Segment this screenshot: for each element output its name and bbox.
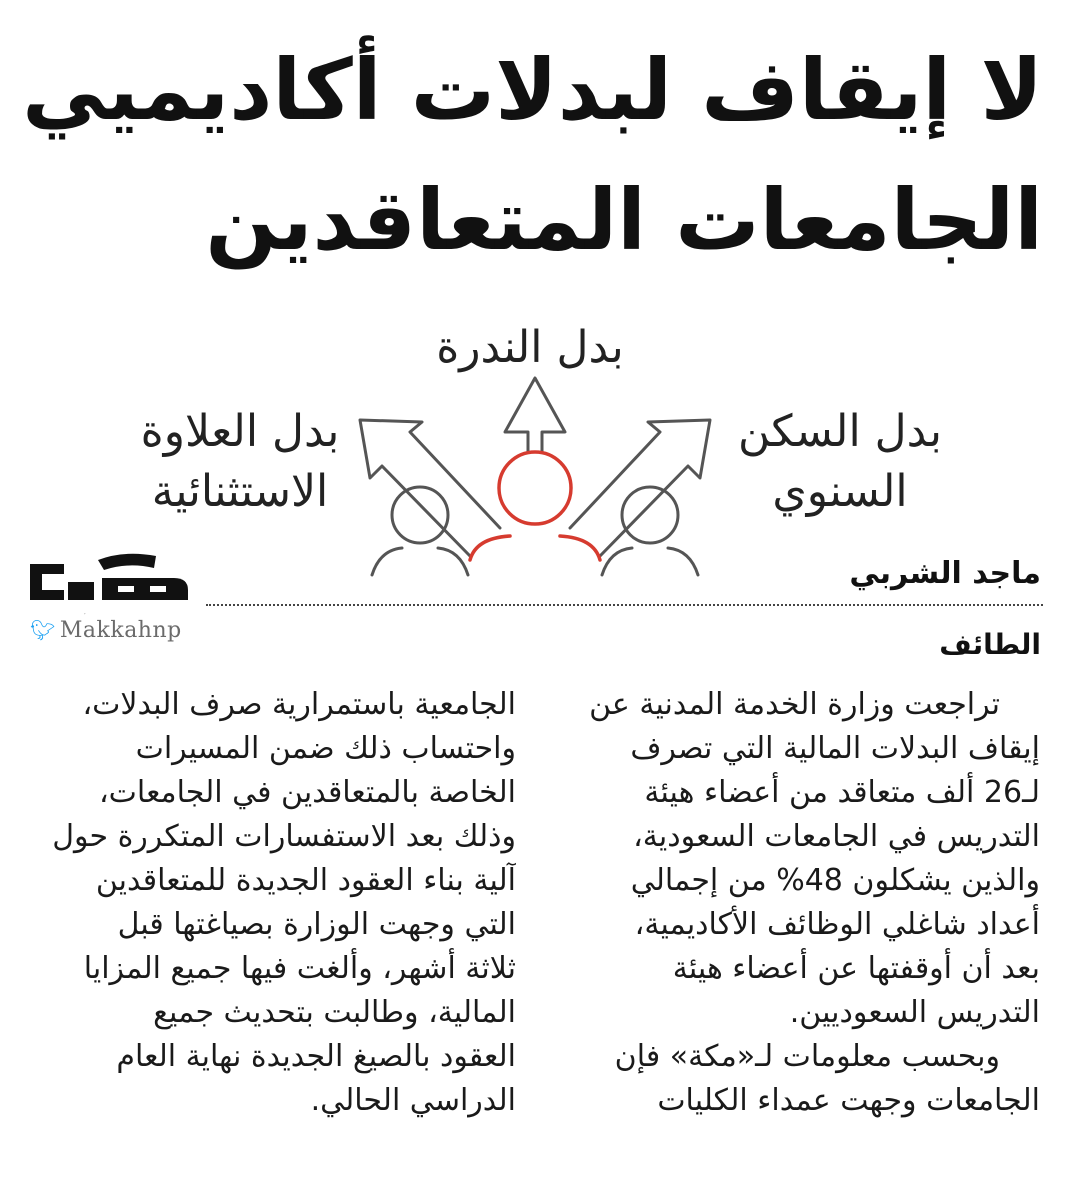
up-arrow-icon [505,378,565,452]
body-line: وبحسب معلومات لـ«مكة» فإن [614,1039,1000,1074]
label-housing-allowance-line-2: السنوي [772,466,908,517]
person-left-icon [372,487,468,575]
headline-line-2: الجامعات المتعاقدين [205,171,1043,269]
label-exceptional-bonus [90,402,390,522]
body-line: الخاصة بالمتعاقدين في الجامعات، [99,775,516,810]
byline-divider [206,604,1043,606]
article-column-left [28,683,516,1123]
twitter-bird-icon: 🐦︎ [30,618,56,642]
body-line: إيقاف البدلات المالية التي تصرف [630,731,1040,766]
body-line: آلية بناء العقود الجديدة للمتعاقدين [95,863,516,898]
body-line: والذين يشكلون 48% من إجمالي [630,863,1040,898]
body-line: التدريس في الجامعات السعودية، [633,819,1040,854]
article-column-right [552,683,1040,1123]
allowances-people-arrows-graphic [350,370,720,580]
body-line: الجامعية باستمرارية صرف البدلات، [82,687,516,722]
twitter-handle[interactable] [30,618,182,643]
label-exceptional-bonus-line-2: الاستثنائية [151,466,329,517]
person-right-icon [602,487,698,575]
label-housing-allowance [690,402,990,522]
person-center-icon [470,452,600,560]
body-line: العقود بالصيغ الجديدة نهاية العام [116,1039,516,1074]
label-exceptional-bonus-line-1: بدل العلاوة [140,406,340,457]
body-line: أعداد شاغلي الوظائف الأكاديمية، [634,907,1040,942]
makkah-logo [24,546,194,616]
body-line: تراجعت وزارة الخدمة المدنية عن [589,687,1000,722]
body-line: الدراسي الحالي. [310,1083,516,1118]
body-line: الجامعات وجهت عمداء الكليات [657,1083,1040,1118]
author-name: ماجد الشربي [849,556,1041,591]
body-line: وذلك بعد الاستفسارات المتكررة حول [52,819,516,854]
body-line: المالية، وطالبت بتحديث جميع [153,995,516,1030]
body-line: ثلاثة أشهر، وألغت فيها جميع المزايا [83,951,516,986]
label-scarcity-allowance: بدل الندرة [436,322,624,373]
logo-text: مكة [84,614,86,615]
label-housing-allowance-line-1: بدل السكن [738,406,942,457]
dateline-city: الطائف [939,628,1041,661]
body-line: لـ26 ألف متعاقد من أعضاء هيئة [644,775,1040,810]
body-line: التي وجهت الوزارة بصياغتها قبل [117,907,516,942]
twitter-handle-text: Makkahnp [59,618,182,643]
body-line: التدريس السعوديين. [789,995,1040,1030]
body-line: بعد أن أوقفتها عن أعضاء هيئة [672,951,1040,986]
body-line: واحتساب ذلك ضمن المسيرات [135,731,516,766]
headline-line-1: لا إيقاف لبدلات أكاديميي [22,41,1043,139]
